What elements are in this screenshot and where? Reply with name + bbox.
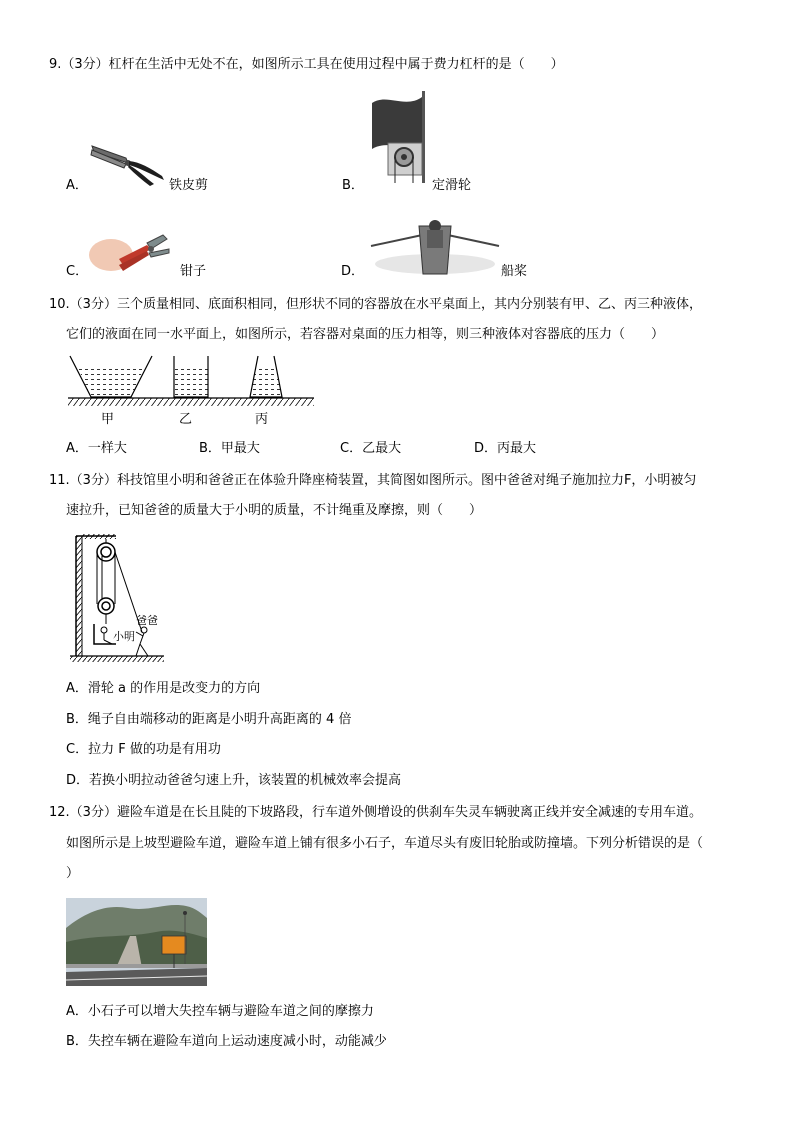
q10-option-d[interactable]: D．丙最大 xyxy=(474,441,537,456)
q9-stem: 9.（3分）杠杆在生活中无处不在，如图所示工具在使用过程中属于费力杠杆的是（ ） xyxy=(49,57,564,72)
tin-snips-image xyxy=(88,136,168,188)
q10-option-a[interactable]: A．一样大 xyxy=(66,441,127,456)
q9-option-d-caption: 船桨 xyxy=(501,264,528,279)
figure-label-dad: 爸爸 xyxy=(136,614,158,627)
q12-stem-line2: 如图所示是上坡型避险车道，避险车道上铺有很多小石子，车道尽头有废旧轮胎或防撞墙。下列分析错误的是（ xyxy=(66,836,704,851)
q9-option-b-caption: 定滑轮 xyxy=(432,178,472,193)
q12-option-a[interactable]: A．小石子可以增大失控车辆与避险车道之间的摩擦力 xyxy=(66,1004,374,1019)
pliers-hand-image xyxy=(89,225,177,275)
pulley-seat-figure xyxy=(66,532,166,664)
q9-option-a-letter[interactable]: A． xyxy=(66,178,88,193)
q9-option-d-letter[interactable]: D． xyxy=(341,264,365,279)
q11-option-d[interactable]: D．若换小明拉动爸爸匀速上升，该装置的机械效率会提高 xyxy=(66,773,402,788)
containers-figure xyxy=(66,352,316,410)
q10-option-b[interactable]: B．甲最大 xyxy=(199,441,260,456)
q10-stem-line2: 它们的液面在同一水平面上，如图所示，若容器对桌面的压力相等，则三种液体对容器底的压力（ ） xyxy=(66,327,665,342)
q9-option-b-letter[interactable]: B． xyxy=(342,178,364,193)
q10-stem-line1: 10.（3分）三个质量相同、底面积相同，但形状不同的容器放在水平桌面上，其内分别装有甲、乙、丙三种液体， xyxy=(49,297,702,312)
q12-option-b[interactable]: B．失控车辆在避险车道向上运动速度减小时，动能减少 xyxy=(66,1034,387,1049)
container-label-yi: 乙 xyxy=(179,412,193,427)
escape-lane-photo xyxy=(66,898,207,986)
q12-stem-line3: ） xyxy=(66,866,80,881)
container-label-bing: 丙 xyxy=(255,412,269,427)
q11-option-a[interactable]: A．滑轮 a 的作用是改变力的方向 xyxy=(66,681,261,696)
container-label-jia: 甲 xyxy=(101,412,115,427)
figure-label-son: 小明 xyxy=(113,630,135,643)
q11-option-c[interactable]: C．拉力 F 做的功是有用功 xyxy=(66,742,221,757)
q11-stem-line2: 速拉升，已知爸爸的质量大于小明的质量，不计绳重及摩擦，则（ ） xyxy=(66,503,483,518)
q9-option-c-letter[interactable]: C． xyxy=(66,264,89,279)
q9-option-a-caption: 铁皮剪 xyxy=(169,178,209,193)
q10-option-c[interactable]: C．乙最大 xyxy=(340,441,402,456)
q12-stem-line1: 12.（3分）避险车道是在长且陡的下坡路段，行车道外侧增设的供刹车失灵车辆驶离正线并安全减速的专用车道。 xyxy=(49,805,702,820)
q9-option-c-caption: 钳子 xyxy=(180,264,207,279)
q11-option-b[interactable]: B．绳子自由端移动的距离是小明升高距离的 4 倍 xyxy=(66,712,352,727)
rowing-boat-image xyxy=(367,212,503,278)
flagpole-pulley-image xyxy=(366,91,432,183)
q11-stem-line1: 11.（3分）科技馆里小明和爸爸正在体验升降座椅装置，其简图如图所示。图中爸爸对绳子施加拉力F，小明被匀 xyxy=(49,473,697,488)
